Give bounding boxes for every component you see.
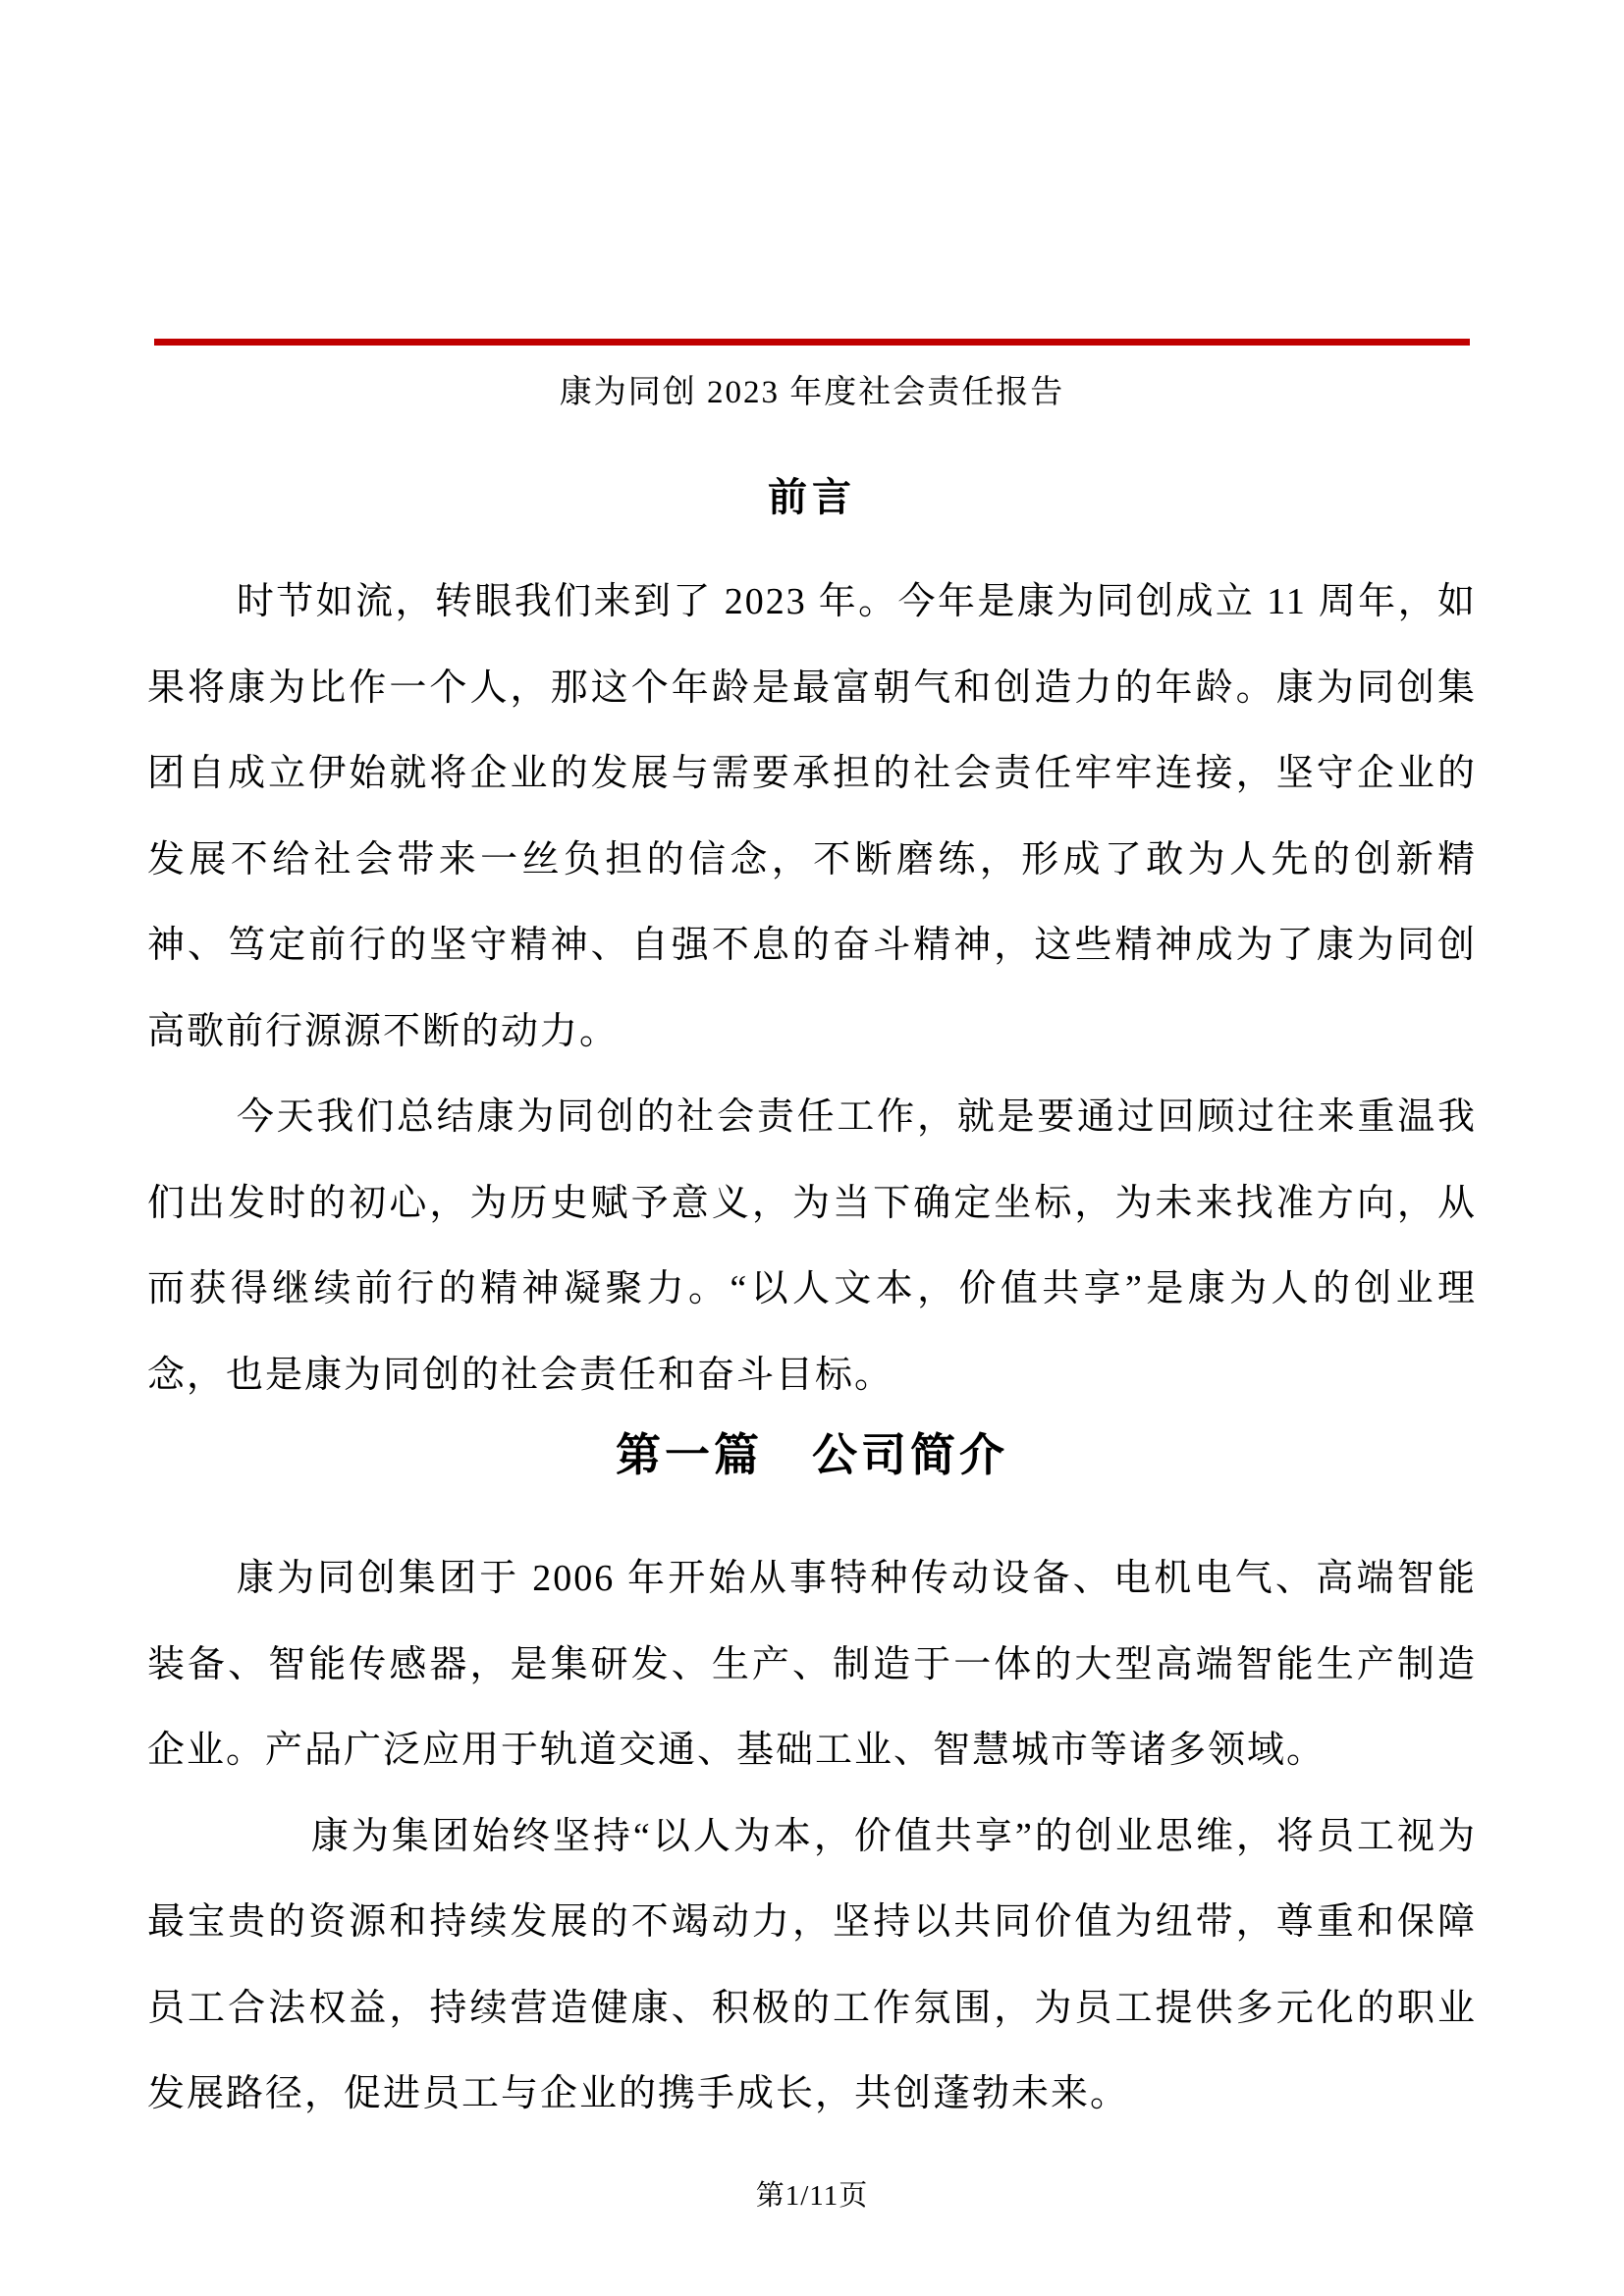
section1-heading: 第一篇 公司简介: [616, 1430, 1008, 1480]
section1-paragraph-1: 康为同创集团于 2006 年开始从事特种传动设备、电机电气、高端智能装备、智能传感器，是集研发、生产、制造于一体的大型高端智能生产制造企业。产品广泛应用于轨道交通、基础工业、智慧城市等诸多领域。: [147, 1558, 1477, 1771]
section1-paragraph-2: 康为集团始终坚持“以人为本，价值共享”的创业思维，将员工视为最宝贵的资源和持续发展的不竭动力，坚持以共同价值为纽带，尊重和保障员工合法权益，持续营造健康、积极的工作氛围，为员工提供多元化的职业发展路径，促进员工与企业的携手成长，共创蓬勃未来。: [147, 1815, 1477, 2114]
page-number: 第1/11页: [755, 2179, 869, 2212]
preface-paragraph-1: 时节如流，转眼我们来到了 2023 年。今年是康为同创成立 11 周年，如果将康为比作一个人，那这个年龄是最富朝气和创造力的年龄。康为同创集团自成立伊始就将企业的发展与需要承担的社会责任牢牢连接，坚守企业的发展不给社会带来一丝负担的信念，不断磨练，形成了敢为人先的创新精神、笃定前行的坚守精神、自强不息的奋斗精神，这些精神成为了康为同创高歌前行源源不断的动力。: [147, 581, 1477, 1052]
document-title: 康为同创 2023 年度社会责任报告: [559, 375, 1065, 410]
preface-heading: 前言: [768, 475, 856, 519]
document-content: [147, 0, 1477, 2213]
preface-paragraph-2: 今天我们总结康为同创的社会责任工作，就是要通过回顾过往来重温我们出发时的初心，为历史赋予意义，为当下确定坐标，为未来找准方向，从而获得继续前行的精神凝聚力。“以人文本，价值共享”是康为人的创业理念，也是康为同创的社会责任和奋斗目标。: [147, 1096, 1477, 1396]
